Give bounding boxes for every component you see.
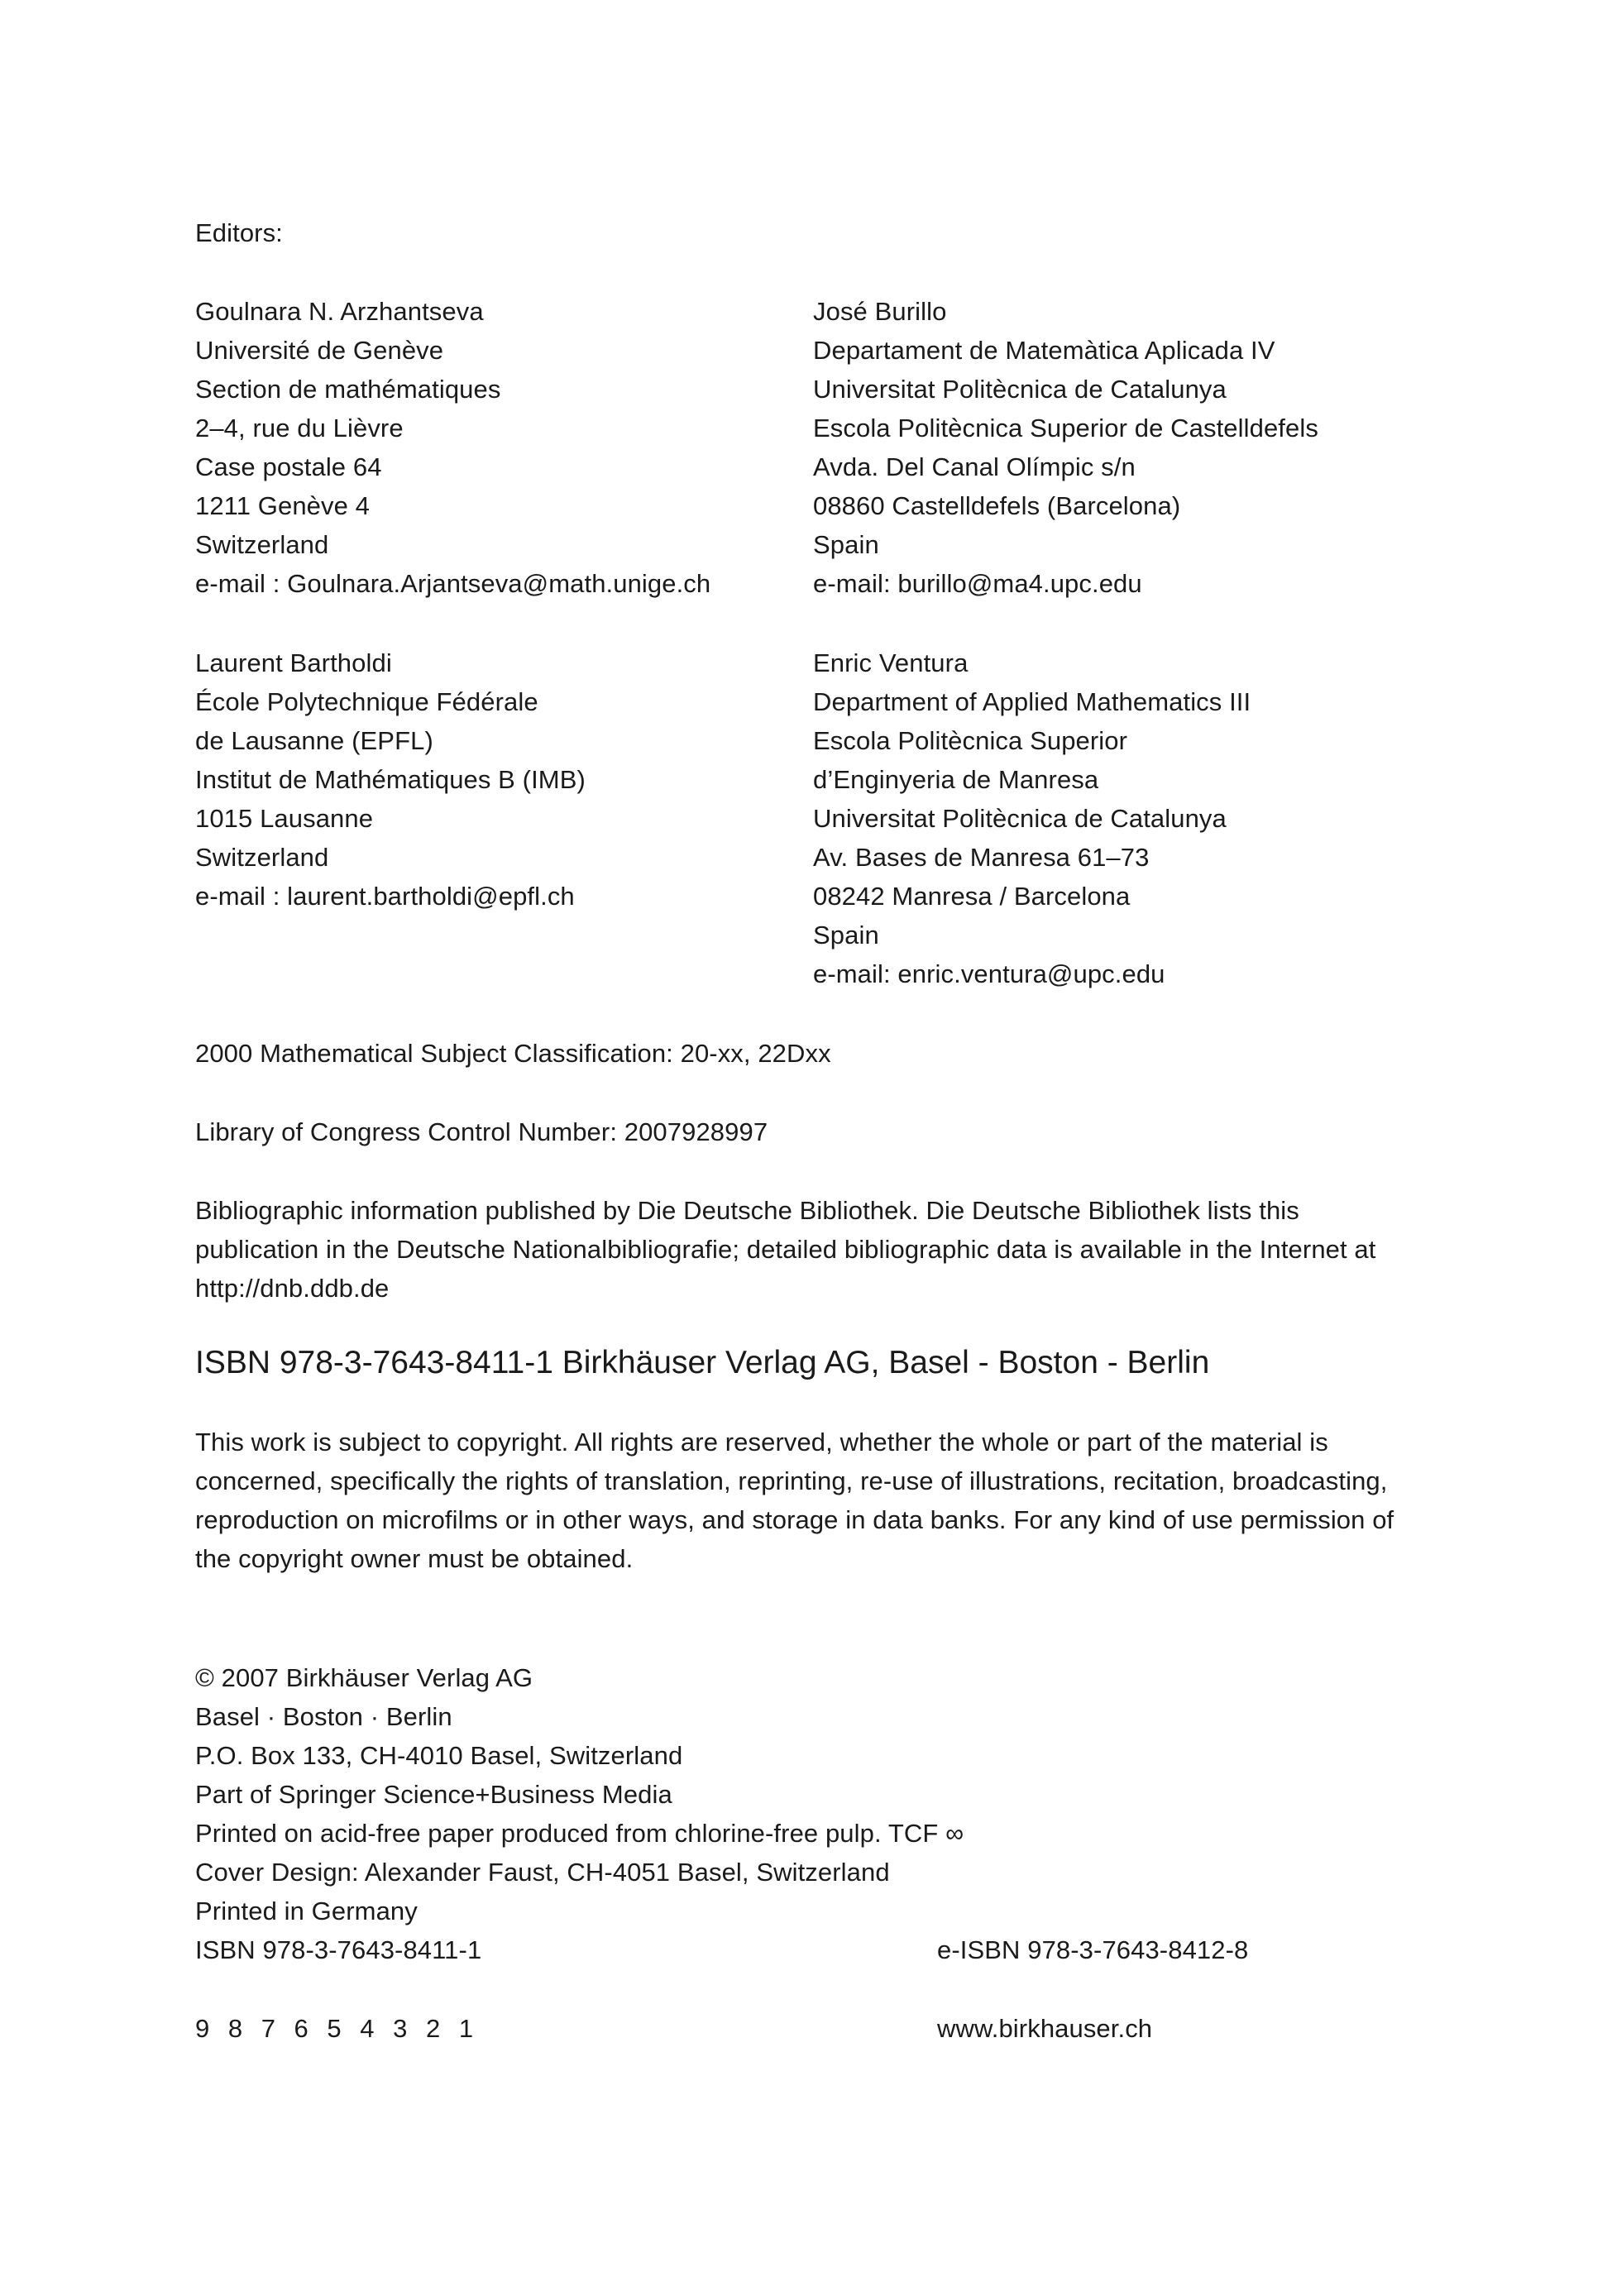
printing-row	[195, 2009, 1270, 2048]
editor-email: e-mail : laurent.bartholdi@epfl.ch	[195, 882, 575, 911]
editor-address-line: Universitat Politècnica de Catalunya	[813, 375, 1227, 404]
bibliographic-info: Bibliographic information published by Die Deutsche Bibliothek. Die Deutsche Bibliothek lists this publication in the Deutsche Nationalbibliografie; detailed bibliographic data is available in the Internet at http://dnb.ddb.de	[195, 1196, 1376, 1303]
imprint-line: Basel · Boston · Berlin	[195, 1702, 452, 1731]
editor-address-line: Switzerland	[195, 843, 329, 872]
editor-address-line: Switzerland	[195, 530, 329, 559]
editor-address-line: Case postale 64	[195, 452, 382, 481]
editor-address-line: Institut de Mathématiques B (IMB)	[195, 765, 586, 794]
editor-address-line: 08242 Manresa / Barcelona	[813, 882, 1131, 911]
editor-email: e-mail: burillo@ma4.upc.edu	[813, 569, 1142, 598]
editor-address-line: Escola Politècnica Superior de Castelldefels	[813, 414, 1318, 442]
editor-address-line: 1015 Lausanne	[195, 804, 374, 833]
isbn-headline: ISBN 978-3-7643-8411-1 Birkhäuser Verlag AG, Basel - Boston - Berlin	[195, 1345, 1210, 1380]
imprint-line: Printed in Germany	[195, 1897, 418, 1925]
editor-email: e-mail : Goulnara.Arjantseva@math.unige.ch	[195, 569, 711, 598]
imprint-line: Printed on acid-free paper produced from chlorine-free pulp. TCF ∞	[195, 1819, 964, 1848]
copyright-notice: This work is subject to copyright. All rights are reserved, whether the whole or part of the material is concerned, specifically the rights of translation, reprinting, re-use of illustrations, recitation, broadcasting, reproduction on microfilms or in other ways, and storage in data banks. For any kind of use permission of the copyright owner must be obtained.	[195, 1428, 1394, 1573]
editor-address-line: 2–4, rue du Lièvre	[195, 414, 404, 442]
isbn-print: ISBN 978-3-7643-8411-1	[195, 1935, 482, 1964]
editor-name: Enric Ventura	[813, 648, 969, 677]
imprint-line: Cover Design: Alexander Faust, CH-4051 Basel, Switzerland	[195, 1858, 890, 1887]
editor-address-line: Department of Applied Mathematics III	[813, 687, 1251, 716]
editor-address-line: d’Enginyeria de Manresa	[813, 765, 1099, 794]
editor-address-line: de Lausanne (EPFL)	[195, 726, 433, 755]
isbn-electronic: e-ISBN 978-3-7643-8412-8	[937, 1935, 1249, 1964]
editor-name: Goulnara N. Arzhantseva	[195, 297, 484, 326]
editor-card-arzhantseva	[195, 292, 710, 603]
editor-address-line: Université de Genève	[195, 336, 444, 365]
editor-email: e-mail: enric.ventura@upc.edu	[813, 959, 1165, 988]
editor-address-line: Spain	[813, 921, 879, 949]
imprint-line: © 2007 Birkhäuser Verlag AG	[195, 1663, 533, 1692]
imprint-line: Part of Springer Science+Business Media	[195, 1780, 672, 1809]
editor-address-line: Escola Politècnica Superior	[813, 726, 1128, 755]
editor-address-line: École Polytechnique Fédérale	[195, 687, 538, 716]
editor-address-line: Avda. Del Canal Olímpic s/n	[813, 452, 1136, 481]
editor-address-line: 08860 Castelldefels (Barcelona)	[813, 491, 1181, 520]
editor-card-bartholdi	[195, 643, 586, 916]
editor-name: José Burillo	[813, 297, 947, 326]
editor-address-line: Av. Bases de Manresa 61–73	[813, 843, 1150, 872]
editor-address-line: Spain	[813, 530, 879, 559]
editor-card-ventura	[813, 643, 1251, 993]
printing-line: 9 8 7 6 5 4 3 2 1	[195, 2014, 480, 2043]
editor-address-line: Section de mathématiques	[195, 375, 501, 404]
editor-card-burillo	[813, 292, 1318, 603]
editor-address-line: Departament de Matemàtica Aplicada IV	[813, 336, 1275, 365]
imprint	[195, 1658, 964, 1930]
lccn: Library of Congress Control Number: 2007928997	[195, 1117, 768, 1146]
publisher-website: www.birkhauser.ch	[937, 2014, 1153, 2043]
isbn-row	[195, 1930, 1270, 1969]
editor-name: Laurent Bartholdi	[195, 648, 392, 677]
editor-address-line: Universitat Politècnica de Catalunya	[813, 804, 1227, 833]
editor-address-line: 1211 Genève 4	[195, 491, 371, 520]
editors-label: Editors:	[195, 218, 283, 247]
subject-classification: 2000 Mathematical Subject Classification: 20-xx, 22Dxx	[195, 1039, 831, 1068]
imprint-line: P.O. Box 133, CH-4010 Basel, Switzerland	[195, 1741, 683, 1770]
